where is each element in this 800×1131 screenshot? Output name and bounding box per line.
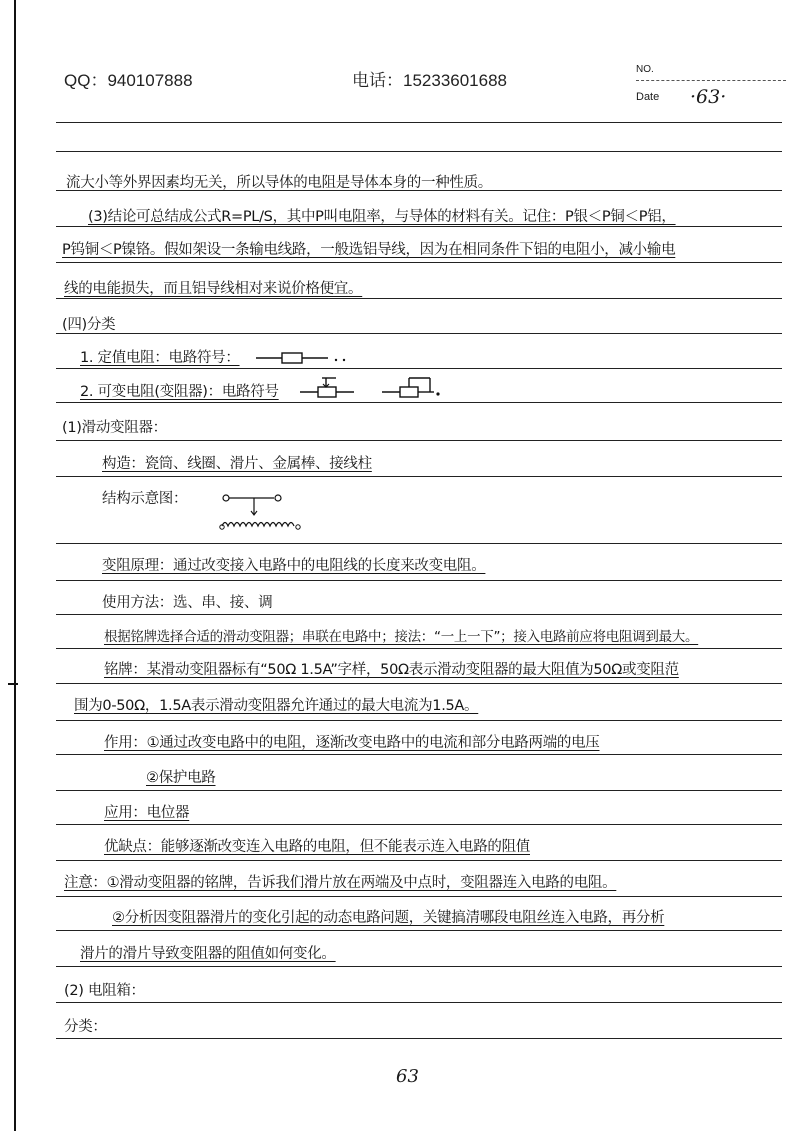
text-line: 使用方法：选、串、接、调 [102,595,273,611]
ruled-line [56,824,782,825]
text-line: 流大小等外界因素均无关，所以导体的电阻是导体本身的一种性质。 [66,175,492,191]
header-no-line [636,80,786,81]
ruled-line [56,720,782,721]
text-line: 变阻原理：通过改变接入电路中的电阻线的长度来改变电阻。 [102,558,486,574]
header-qq: QQ：940107888 [64,71,193,90]
header-no-label: NO. [636,64,654,75]
ruled-line [56,298,782,299]
fixed-resistor-symbol [256,348,348,368]
text-line: 线的电能损失，而且铝导线相对来说价格便宜。 [64,281,363,297]
ruled-line [56,860,782,861]
ruled-line [56,262,782,263]
ruled-line [56,683,782,684]
ruled-line [56,790,782,791]
ruled-line [56,754,782,755]
bottom-rule [56,1038,782,1039]
text-line: (四)分类 [62,317,116,333]
ruled-line [56,543,782,544]
margin-line [14,0,16,1131]
ruled-line [56,966,782,967]
text-line: 注意：①滑动变阻器的铭牌，告诉我们滑片放在两端及中点时，变阻器连入电路的电阻。 [64,875,617,891]
text-line: ②保护电路 [146,770,216,786]
text-line: P钨铜＜P镍铬。假如架设一条输电线路，一般选铝导线，因为在相同条件下铝的电阻小，减小输电 [62,242,676,258]
text-line: 铭牌：某滑动变阻器标有“50Ω 1.5A”字样，50Ω表示滑动变阻器的最大阻值为50Ω或变阻范 [104,662,679,678]
text-line: 根据铭牌选择合适的滑动变阻器；串联在电路中；接法：“一上一下”；接入电路前应将电阻调到最大。 [104,629,699,645]
header-phone: 电话：15233601688 [352,71,508,90]
text-line: 滑片的滑片导致变阻器的阻值如何变化。 [80,946,336,962]
text-line: 围为0-50Ω，1.5A表示滑动变阻器允许通过的最大电流为1.5A。 [74,698,479,714]
page-number: 63 [396,1066,419,1087]
ruled-line [56,368,782,369]
ruled-line [56,580,782,581]
variable-resistor-symbol [300,376,356,400]
header-date-label: Date [636,91,660,103]
text-line: (1)滑动变阻器： [62,420,167,436]
ruled-line [56,648,782,649]
text-line: 分类： [64,1019,107,1035]
text-line: (3)结论可总结成公式R=PL/S，其中P叫电阻率，与导体的材料有关。记住：P银＜P铜＜P铝， [88,209,676,225]
text-line: 应用：电位器 [104,805,190,821]
header-date-value: ·63· [690,86,727,108]
variable-resistor-symbol [382,374,442,400]
ruled-line [56,333,782,334]
text-line: 结构示意图： [102,491,188,507]
text-line: (2) 电阻箱： [64,983,145,999]
rheostat-structure-diagram [218,488,314,538]
ruled-line [56,614,782,615]
ruled-line [56,402,782,403]
text-line: 作用：①通过改变电路中的电阻，逐渐改变电路中的电流和部分电路两端的电压 [104,735,600,751]
text-line: 2. 可变电阻(变阻器)：电路符号 [80,384,279,400]
ruled-line [56,476,782,477]
text-line: 优缺点：能够逐渐改变连入电路的电阻，但不能表示连入电路的阻值 [104,839,530,855]
text-line: 1. 定值电阻：电路符号： [80,350,240,366]
ruled-line [56,896,782,897]
text-line: 构造：瓷筒、线圈、滑片、金属棒、接线柱 [102,456,372,472]
ruled-line [56,226,782,227]
margin-tick [8,683,18,685]
ruled-line [56,151,782,152]
top-rule [56,122,782,123]
text-line: ②分析因变阻器滑片的变化引起的动态电路问题，关键搞清哪段电阻丝连入电路，再分析 [112,910,665,926]
ruled-line [56,930,782,931]
ruled-line [56,440,782,441]
ruled-line [56,1002,782,1003]
